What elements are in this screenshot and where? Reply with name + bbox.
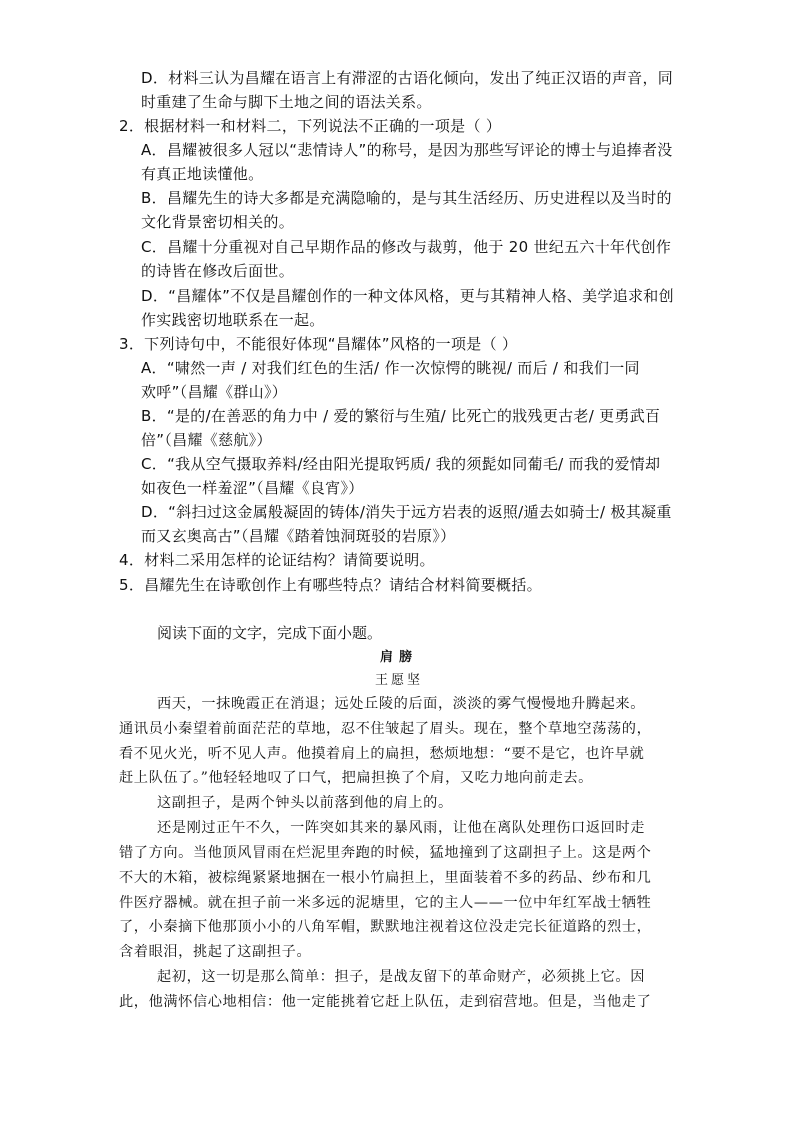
q2-option-b-line-1: B．昌耀先生的诗大多都是充满隐喻的，是与其生活经历、历史进程以及当时的 (141, 189, 672, 207)
q3-option-d-line-2: 而又玄奥高古”（昌耀《踏着蚀洞斑驳的岩原》） (141, 527, 456, 545)
q2-option-b-line-2: 文化背景密切相关的。 (141, 213, 295, 231)
q2-option-c-line-2: 的诗皆在修改后面世。 (141, 262, 295, 280)
story-line-7: 错了方向。当他顶风冒雨在烂泥里奔跑的时候，猛地撞到了这副担子上。这是两个 (119, 845, 652, 861)
q3-option-b-line-2: 倍”（昌耀《慈航》） (141, 431, 272, 449)
story-line-9: 件医疗器械。就在担子前一米多远的泥塘里，它的主人——一位中年红军战士牺牲 (119, 895, 652, 911)
reading-instruction: 阅读下面的文字，完成下面小题。 (157, 624, 383, 642)
q3-stem: 3．下列诗句中，不能很好体现“昌耀体”风格的一项是（ ） (119, 335, 518, 353)
story-line-8: 不大的木箱，被棕绳紧紧地捆在一根小竹扁担上，里面装着不多的药品、纱布和几 (119, 870, 652, 886)
q2-option-a-line-1: A．昌耀被很多人冠以“悲情诗人”的称号，是因为那些写评论的博士与追捧者没 (141, 141, 673, 159)
q2-option-c-line-1: C．昌耀十分重视对自己早期作品的修改与裁剪，他于 20 世纪五六十年代创作 (141, 238, 672, 256)
story-line-6: 还是刚过正午不久，一阵突如其来的暴风雨，让他在离队处理伤口返回时走 (157, 820, 645, 836)
story-line-3: 看不见火光，听不见人声。他摸着肩上的扁担，愁烦地想：“要不是它，也许早就 (119, 746, 645, 762)
q2-option-a-line-2: 有真正地读懂他。 (141, 165, 264, 183)
q3-option-d-line-1: D．“斜扫过这金属般凝固的铸体/消失于远方岩表的返照/遁去如骑士/ 极其凝重 (141, 503, 672, 521)
story-line-11: 含着眼泪，挑起了这副担子。 (119, 944, 312, 960)
q3-option-b-line-1: B．“是的/在善恶的角力中 / 爱的繁衍与生殖/ 比死亡的戕残更古老/ 更勇武百 (141, 407, 661, 425)
q3-option-c-line-2: 如夜色一样羞涩”（昌耀《良宵》） (141, 479, 364, 497)
q3-option-a-line-1: A．“啸然一声 / 对我们红色的生活/ 作一次惊愕的眺视/ 而后 / 和我们一同 (141, 359, 640, 377)
story-line-12: 起初，这一切是那么简单：担子，是战友留下的革命财产，必须挑上它。因 (157, 969, 645, 985)
q5: 5．昌耀先生在诗歌创作上有哪些特点？请结合材料简要概括。 (119, 576, 542, 594)
q2-option-d-line-2: 作实践密切地联系在一起。 (141, 311, 325, 329)
story-line-13: 此，他满怀信心地相信：他一定能挑着它赶上队伍，走到宿营地。但是，当他走了 (119, 994, 652, 1010)
q1-option-d-line-2: 时重建了生命与脚下土地之间的语法关系。 (141, 93, 432, 111)
story-author: 王愿坚 (375, 673, 424, 688)
q2-stem: 2．根据材料一和材料二，下列说法不正确的一项是（ ） (119, 117, 502, 135)
q2-option-d-line-1: D．“昌耀体”不仅是昌耀创作的一种文体风格，更与其精神人格、美学追求和创 (141, 287, 674, 305)
story-line-10: 了，小秦摘下他那顶小小的八角军帽，默默地注视着这位没走完长征道路的烈士， (119, 919, 652, 935)
q1-option-d-line-1: D．材料三认为昌耀在语言上有滞涩的古语化倾向，发出了纯正汉语的声音，同 (141, 69, 674, 87)
q4: 4．材料二采用怎样的论证结构？请简要说明。 (119, 551, 435, 569)
story-line-1: 西天，一抹晚霞正在消退；远处丘陵的后面，淡淡的雾气慢慢地升腾起来。 (157, 696, 645, 712)
q3-option-c-line-1: C．“我从空气摄取养料/经由阳光提取钙质/ 我的须髭如同葡毛/ 而我的爱情却 (141, 455, 661, 473)
story-line-5: 这副担子，是两个钟头以前落到他的肩上的。 (157, 795, 453, 811)
q3-option-a-line-2: 欢呼”（昌耀《群山》） (141, 383, 288, 401)
story-line-4: 赶上队伍了。”他轻轻地叹了口气，把扁担换了个肩，又吃力地向前走去。 (119, 770, 593, 786)
story-line-2: 通讯员小秦望着前面茫茫的草地，忍不住皱起了眉头。现在，整个草地空荡荡的， (119, 721, 652, 737)
story-title: 肩膀 (380, 650, 419, 665)
